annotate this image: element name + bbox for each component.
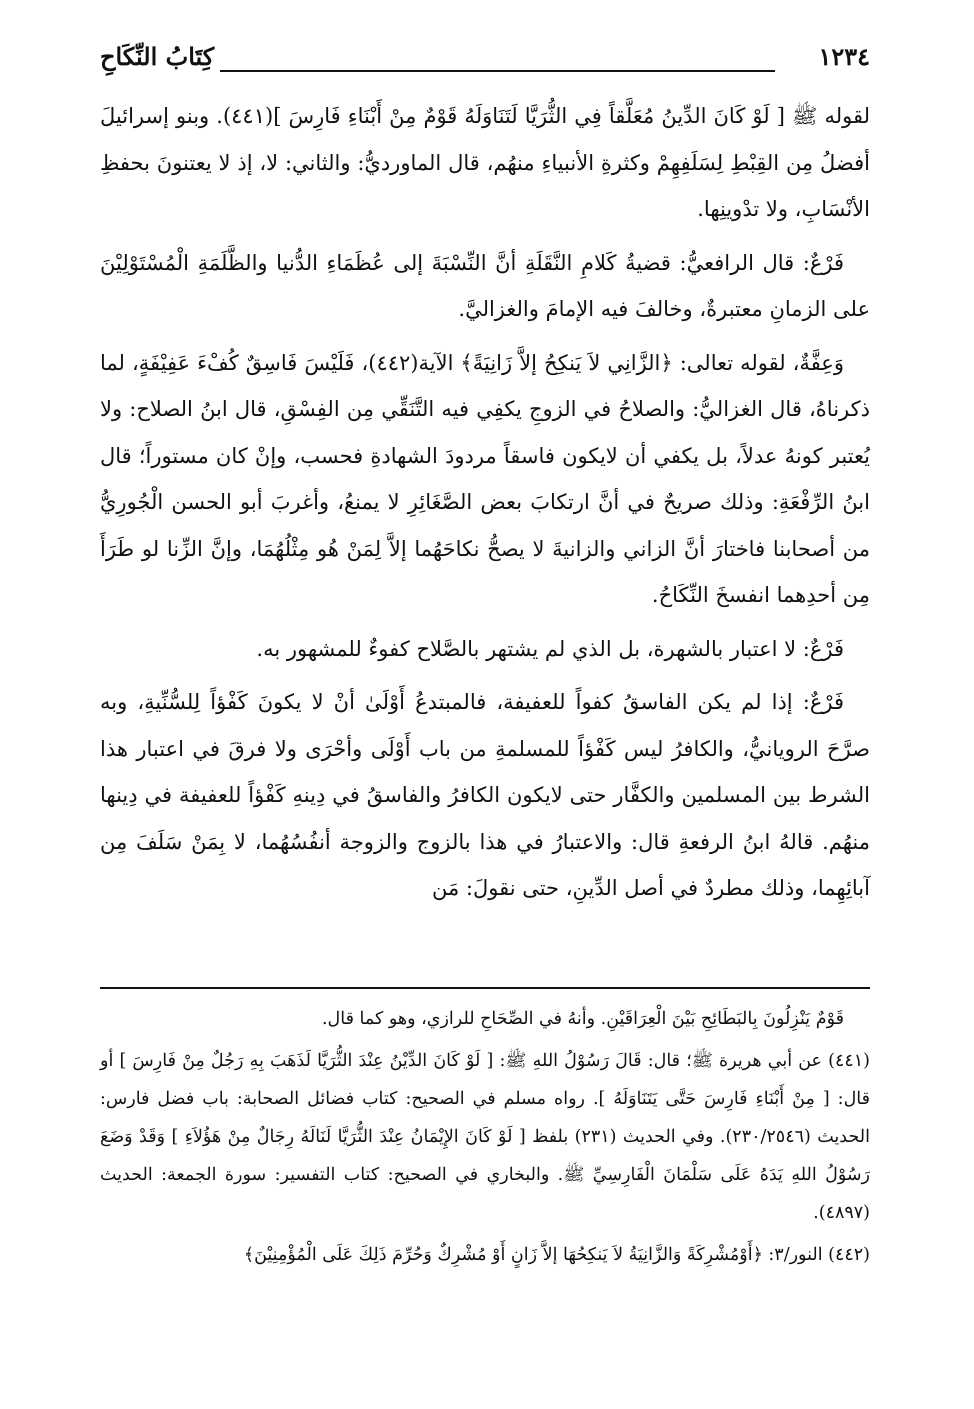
paragraph-iffah: وَعِفَّةٌ، لقوله تعالى: ﴿الزَّانِي لاَ يَنكِحُ إلاَّ زَانِيَةً﴾ الآية(٤٤٢)، فَلَيْسَ فَاسِقٌ كُفْءَ عَفِيْفَةٍ، لما ذكرناهُ، قال الغزاليُّ: والصلاحُ في الزوجِ يكفِي فيه التَّنَقِّي مِن الفِسْقِ، قال ابنُ الصلاح: ولا يُعتبر كونهُ عدلاً، بل يكفي أن لايكون فاسقاً مردودَ الشهادةِ فحسب، وإنْ كان مستوراً؛ قال ابنُ الرِّفْعَةِ: وذلك صريحٌ في أنَّ ارتكابَ بعض الصَّغَائِرِ لا يمنعُ، وأغربَ أبو الحسن الْجُورِيُّ من أصحابنا فاختارَ أنَّ الزاني والزانيةَ لا يصحُّ نكاحَهُما إلاَّ لِمَنْ هُو مِثْلُهُمَا، وإنَّ الزِّنا لو طَرَأَ مِن أحدِهما انفسخَ النِّكَاحُ.	[100, 350, 870, 607]
paragraph-far-fasiq: فَرْعٌ: إذا لم يكن الفاسقُ كفواً للعفيفة، فالمبتدعُ أَوْلَىٰ أنْ لا يكونَ كَفْؤاً لِلسُّنِّيةِ، وبه صرَّحَ الرويانيُّ، والكافرُ ليس كَفْؤاً للمسلمةِ من باب أَوْلَى وأحْرَى ولا فرقَ في اعتبار هذا الشرط بين المسلمين والكفَّار حتى لايكون الكافرُ والفاسقُ في دِينهِ كَفْؤاً للعفيفة في دِينها منهُم. قالهُ ابنُ الرفعةِ قال: والاعتبارُ في هذا بالزوج والزوجة أنفُسُهُما، لا بِمَنْ سَلَفَ مِن آبائِهِما، وذلك مطردٌ في أصل الدِّينِ، حتى نقولَ: مَن	[100, 690, 870, 900]
header-rule	[220, 70, 775, 72]
book-title: كِتَابُ النِّكَاحِ	[100, 42, 215, 71]
page-header	[100, 40, 870, 80]
footnote-continuation: قَوْمٌ يَنْزِلُونَ بِالبَطَائِحِ بَيْنَ الْعِرَاقَيْنِ. وأنهُ في الصِّحَاحِ للرازي، وهو كما قال.	[321, 1009, 844, 1029]
footnote-442: (٤٤٢) النور/٣: ﴿أَوْمُشْرِكَةً وَالزَّانِيَةُ لاَ يَنكِحُهَا إلاَّ زَانٍ أَوْ مُشْرِكٌ وَحُرِّمَ ذَلِكَ عَلَى الْمُؤْمِنِيْنَ﴾	[243, 1245, 870, 1265]
paragraph-far-rafii: فَرْعٌ: قال الرافعيُّ: قضيةُ كَلامِ النَّقَلَةِ أنَّ النِّسْبَةَ إلى عُظَمَاءِ الدُّنيا والظَّلَمَةِ الْمُسْتَوْلِيْنَ على الزمانِ معتبرةٌ، وخالفَ فيه الإمامَ والغزاليَّ.	[100, 250, 870, 321]
main-text	[100, 93, 870, 919]
footnote-divider	[100, 987, 870, 989]
footnotes	[100, 1000, 870, 1278]
paragraph-far-shuhra: فَرْعٌ: لا اعتبار بالشهرة، بل الذي لم يشتهر بالصَّلاح كفوءٌ للمشهور به.	[256, 636, 844, 661]
paragraph-hadith: لقوله ﷺ [ لَوْ كَانَ الدِّينُ مُعَلَّقاً فِي الثُّرَيَّا لَتَنَاوَلَهُ قَوْمٌ مِنْ أَبْنَاءِ فَارِسَ ](٤٤١). وبنو إسرائيلَ أفضلُ مِن القِبْطِ لِسَلَفِهِمْ وكثرةِ الأنبياءِ منهُم، قال الماورديُّ: والثاني: لا، إذ لا يعتنونَ بحفظِ الأنْسَابِ، ولا تدْوينِها.	[100, 104, 870, 221]
footnote-441: (٤٤١) عن أبي هريرة ﷺ؛ قال: قَالَ رَسُوْلُ اللهِ ﷺ: [ لَوْ كَانَ الدِّيْنُ عِنْدَ الثُّرَيَّا لَذَهَبَ بِهِ رَجُلٌ مِنْ فَارِسَ ] أو قال: [ مِنْ أَبْنَاءِ فَارِسَ حَتَّى يَتَنَاوَلَهُ ]. رواه مسلم في الصحيح: كتاب فضائل الصحابة: باب فضل فارس: الحديث (٢٣٠/٢٥٤٦). وفي الحديث (٢٣١) بلفظ [ لَوْ كَانَ الإِيْمَانُ عِنْدَ الثُّرَيَّا لَنَالَهُ رِجَالٌ مِنْ هَؤُلاَءِ ] وَقَدْ وَضَعَ رَسُوْلُ اللهِ يَدَهُ عَلَى سَلْمَانَ الْفَارِسِيِّ ﷺ. والبخاري في الصحيح: كتاب التفسير: سورة الجمعة: الحديث (٤٨٩٧).	[100, 1051, 870, 1223]
page-number: ١٢٣٤	[818, 42, 870, 71]
